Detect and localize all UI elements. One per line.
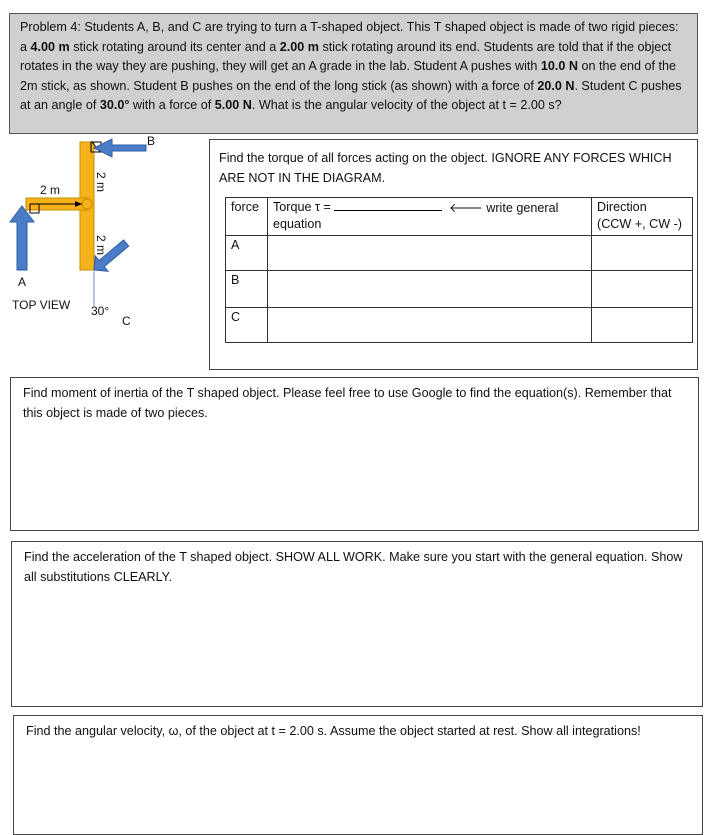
row-direction-answer[interactable]	[592, 236, 693, 271]
problem-value: 10.0 N	[540, 59, 578, 73]
label-force-c: C	[122, 314, 131, 328]
problem-value: 30.0°	[99, 98, 130, 112]
header-direction	[592, 198, 693, 236]
force-a-arrow	[10, 206, 34, 270]
t-object-diagram	[0, 134, 210, 338]
label-2m-horizontal: 2 m	[40, 183, 61, 197]
torque-table	[225, 197, 693, 343]
moment-of-inertia-box[interactable]	[10, 377, 699, 531]
torque-table-header	[226, 198, 693, 236]
row-force-label: C	[226, 308, 268, 343]
row-force-label: A	[226, 236, 268, 271]
torque-instruction: Find the torque of all forces acting on the object. IGNORE ANY FORCES WHICH ARE NOT IN THE DIAGRAM.	[219, 151, 672, 185]
row-direction-answer[interactable]	[592, 271, 693, 308]
problem-text-segment: with a force of	[129, 98, 215, 112]
problem-text-segment: . Student C pushes at an angle of	[20, 78, 682, 112]
row-torque-answer[interactable]	[268, 308, 592, 343]
acceleration-text: Find the acceleration of the T shaped object. SHOW ALL WORK. Make sure you start with the general equation. Show all substitutions CLEARLY.	[24, 550, 683, 584]
problem-text-segment: Problem 4: Students A, B, and C are trying to turn a T-shaped object. This T shaped object is made of two rigid pieces: a	[20, 20, 679, 54]
moment-of-inertia-text: Find moment of inertia of the T shaped object. Please feel free to use Google to find the equation(s). Remember that this object is made of two pieces.	[23, 386, 672, 420]
force-b-arrow	[94, 139, 146, 157]
table-row	[226, 236, 693, 271]
table-row	[226, 271, 693, 308]
problem-text-segment: stick rotating around its center and a	[69, 39, 280, 54]
direction-line1: Direction	[597, 200, 647, 214]
torque-blank-line[interactable]	[334, 199, 442, 211]
table-row	[226, 308, 693, 343]
label-top-view: TOP VIEW	[12, 298, 71, 312]
label-2m-bottom: 2 m	[94, 235, 108, 256]
header-torque	[268, 198, 592, 236]
problem-value: 2.00 m	[279, 39, 319, 54]
problem-value: 20.0 N	[537, 78, 575, 93]
problem-text-segment: on the end of the 2m stick, as shown. Student B pushes on the end of the long stick (as shown) with a force of	[20, 59, 677, 93]
direction-line2: (CCW +, CW -)	[597, 217, 682, 231]
label-force-b: B	[147, 134, 156, 148]
torque-section	[209, 139, 698, 370]
torque-prefix: Torque τ =	[273, 200, 335, 214]
problem-value: 4.00 m	[30, 39, 70, 54]
row-torque-answer[interactable]	[268, 271, 592, 308]
angular-velocity-text: Find the angular velocity, ω, of the object at t = 2.00 s. Assume the object started at rest. Show all integrations!	[26, 724, 641, 738]
torque-suffix: equation	[273, 217, 322, 231]
problem-value: 5.00 N	[214, 98, 252, 112]
label-angle: 30°	[91, 304, 110, 318]
label-force-a: A	[18, 275, 27, 289]
acceleration-box[interactable]	[11, 541, 703, 707]
row-direction-answer[interactable]	[592, 308, 693, 343]
label-2m-top: 2 m	[94, 172, 108, 193]
pivot-point	[82, 199, 92, 209]
angular-velocity-box[interactable]	[13, 715, 703, 835]
problem-text-segment: stick rotating around its end. Students are told that if the object rotates in the way they are pushing, they will get an A grade in the lab. Student A pushes with	[20, 39, 672, 73]
write-general-hint: 🡐 write general	[449, 201, 559, 215]
problem-text-segment: . What is the angular velocity of the object at t = 2.00 s?	[251, 98, 562, 112]
row-torque-answer[interactable]	[268, 236, 592, 271]
header-force: force	[226, 198, 268, 236]
problem-statement	[9, 13, 698, 134]
row-force-label: B	[226, 271, 268, 308]
